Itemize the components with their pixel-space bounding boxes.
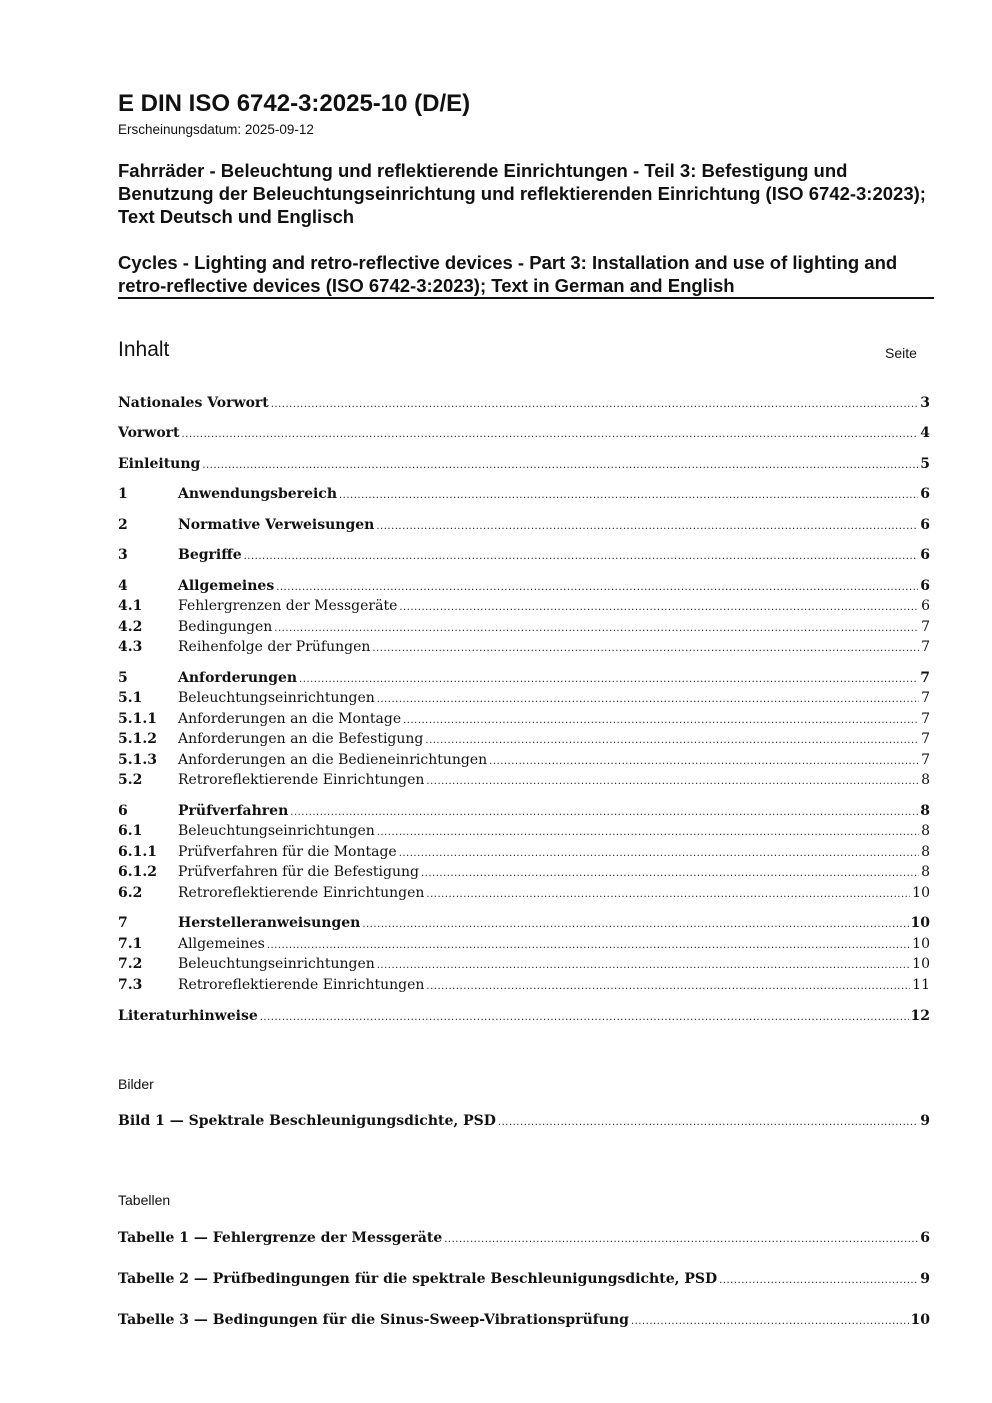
toc-entry-page: 10 [912, 956, 930, 972]
toc-entry-number: 5 [118, 670, 128, 686]
toc-entry-number: 7.2 [118, 956, 143, 972]
toc-entry[interactable] [118, 936, 930, 956]
toc-entry-number: 7.1 [118, 936, 143, 952]
title-divider [118, 297, 934, 299]
toc-entry-label: Allgemeines [178, 578, 275, 594]
toc-entry-page: 8 [921, 772, 930, 788]
toc-entry-page: 6 [920, 578, 930, 594]
table-entry-label: Tabelle 2 — Prüfbedingungen für die spektrale Beschleunigungsdichte, PSD [118, 1271, 718, 1287]
toc-entry-label: Fehlergrenzen der Messgeräte [178, 598, 398, 614]
figures-heading: Bilder [118, 1076, 154, 1092]
publication-date: Erscheinungsdatum: 2025-09-12 [118, 122, 314, 137]
document-number: E DIN ISO 6742-3:2025-10 (D/E) [118, 90, 471, 117]
toc-entry-label: Prüfverfahren für die Befestigung [178, 864, 419, 880]
toc-entry-page: 8 [921, 823, 930, 839]
toc-entry-label: Nationales Vorwort [118, 395, 269, 411]
toc-entry-number: 5.1.2 [118, 731, 157, 747]
toc-entry-page: 8 [921, 864, 930, 880]
toc-entry-page: 10 [912, 885, 930, 901]
toc-entry-page: 12 [910, 1008, 930, 1024]
table-entry-label: Tabelle 1 — Fehlergrenze der Messgeräte [118, 1230, 443, 1246]
toc-entry-page: 7 [921, 639, 930, 655]
toc-entry-label: Einleitung [118, 456, 201, 472]
toc-entry[interactable] [118, 639, 930, 659]
toc-entry-page: 8 [920, 803, 930, 819]
toc-entry-label: Prüfverfahren [178, 803, 289, 819]
toc-entry-page: 7 [921, 619, 930, 635]
table-entry[interactable] [118, 1271, 930, 1291]
toc-entry-label: Prüfverfahren für die Montage [178, 844, 397, 860]
table-entry-page: 6 [920, 1230, 930, 1246]
toc-entry-number: 5.1.1 [118, 711, 157, 727]
toc-entry[interactable] [118, 803, 930, 823]
toc-entry-number: 5.1.3 [118, 752, 157, 768]
toc-entry-page: 7 [921, 690, 930, 706]
toc-entry-page: 6 [920, 486, 930, 502]
tables-heading: Tabellen [118, 1192, 171, 1208]
toc-entry-label: Vorwort [118, 425, 180, 441]
toc-entry-label: Anforderungen an die Befestigung [178, 731, 424, 747]
toc-entry-label: Retroreflektierende Einrichtungen [178, 885, 425, 901]
figure-entry-label: Bild 1 — Spektrale Beschleunigungsdichte, PSD [118, 1113, 496, 1129]
toc-entry-number: 1 [118, 486, 128, 502]
toc-entry[interactable] [118, 977, 930, 997]
toc-entry-number: 4.2 [118, 619, 143, 635]
title-german: Fahrräder - Beleuchtung und reflektierende Einrichtungen - Teil 3: Befestigung und Benutzung der Beleuchtungseinrichtung und reflektierenden Einrichtung (ISO 6742-3:2023); Text Deutsch und Englisch [118, 160, 926, 227]
toc-entry-label: Normative Verweisungen [178, 517, 375, 533]
toc-entry-number: 4.1 [118, 598, 143, 614]
toc-entry[interactable] [118, 864, 930, 884]
toc-entry-label: Anforderungen an die Bedieneinrichtungen [178, 752, 488, 768]
toc-heading: Inhalt [118, 338, 170, 361]
toc-entry-number: 6.1.2 [118, 864, 157, 880]
title-english: Cycles - Lighting and retro-reflective devices - Part 3: Installation and use of lighting and retro-reflective devices (ISO 6742-3:2023); Text in German and English [118, 252, 898, 296]
toc-entry-page: 5 [920, 456, 930, 472]
table-entry-page: 10 [910, 1312, 930, 1328]
toc-entry-label: Reihenfolge der Prüfungen [178, 639, 371, 655]
toc-entry-page: 7 [921, 752, 930, 768]
toc-entry[interactable] [118, 915, 930, 935]
toc-entry[interactable] [118, 425, 930, 445]
toc-entry[interactable] [118, 670, 930, 690]
toc-entry-page: 10 [910, 915, 930, 931]
toc-entry[interactable] [118, 456, 930, 476]
toc-entry-page: 7 [921, 731, 930, 747]
toc-entry-page: 6 [920, 517, 930, 533]
toc-entry-label: Bedingungen [178, 619, 273, 635]
figure-entry-page: 9 [920, 1113, 930, 1129]
toc-entry-label: Beleuchtungseinrichtungen [178, 823, 375, 839]
toc-entry-label: Herstelleranweisungen [178, 915, 361, 931]
toc-entry-label: Begriffe [178, 547, 242, 563]
toc-entry-number: 6.1.1 [118, 844, 157, 860]
toc-entry-page: 7 [921, 711, 930, 727]
toc-entry[interactable] [118, 547, 930, 567]
toc-entry-number: 7 [118, 915, 128, 931]
table-entry-label: Tabelle 3 — Bedingungen für die Sinus-Sweep-Vibrationsprüfung [118, 1312, 629, 1328]
toc-entry[interactable] [118, 885, 930, 905]
toc-entry[interactable] [118, 823, 930, 843]
toc-entry[interactable] [118, 517, 930, 537]
toc-entry-label: Anforderungen [178, 670, 298, 686]
toc-entry[interactable] [118, 598, 930, 618]
toc-entry-number: 4 [118, 578, 128, 594]
toc-entry-page: 3 [920, 395, 930, 411]
toc-entry[interactable] [118, 844, 930, 864]
toc-entry-label: Anwendungsbereich [178, 486, 337, 502]
toc-entry-label: Anforderungen an die Montage [178, 711, 402, 727]
toc-entry-page: 6 [921, 598, 930, 614]
toc-entry-label: Beleuchtungseinrichtungen [178, 690, 375, 706]
toc-entry[interactable] [118, 752, 930, 772]
toc-entry-label: Retroreflektierende Einrichtungen [178, 772, 425, 788]
toc-entry-number: 2 [118, 517, 128, 533]
toc-entry-number: 4.3 [118, 639, 143, 655]
toc-entry[interactable] [118, 711, 930, 731]
toc-entry-number: 5.2 [118, 772, 143, 788]
toc-entry-number: 6.2 [118, 885, 143, 901]
toc-entry[interactable] [118, 1008, 930, 1028]
table-entry-page: 9 [920, 1271, 930, 1287]
toc-entry-label: Literaturhinweise [118, 1008, 258, 1024]
toc-entry-page: 10 [912, 936, 930, 952]
toc-entry-page: 11 [912, 977, 930, 993]
toc-entry-number: 7.3 [118, 977, 143, 993]
toc-entry-number: 5.1 [118, 690, 143, 706]
page-column-label: Seite [885, 345, 917, 361]
toc-entry-number: 6.1 [118, 823, 143, 839]
toc-entry[interactable] [118, 578, 930, 598]
toc-entry-number: 6 [118, 803, 128, 819]
table-entry[interactable] [118, 1230, 930, 1250]
toc-entry[interactable] [118, 956, 930, 976]
toc-entry[interactable] [118, 690, 930, 710]
toc-entry[interactable] [118, 395, 930, 415]
toc-entry-page: 6 [920, 547, 930, 563]
table-entry[interactable] [118, 1312, 930, 1332]
toc-entry[interactable] [118, 619, 930, 639]
toc-entry-page: 7 [920, 670, 930, 686]
toc-entry-label: Beleuchtungseinrichtungen [178, 956, 375, 972]
figure-entry[interactable] [118, 1113, 930, 1133]
toc-entry-label: Allgemeines [178, 936, 265, 952]
toc-entry-label: Retroreflektierende Einrichtungen [178, 977, 425, 993]
toc-entry-page: 8 [921, 844, 930, 860]
toc-entry[interactable] [118, 486, 930, 506]
toc-entry-page: 4 [920, 425, 930, 441]
toc-entry[interactable] [118, 731, 930, 751]
toc-entry-number: 3 [118, 547, 128, 563]
toc-entry[interactable] [118, 772, 930, 792]
